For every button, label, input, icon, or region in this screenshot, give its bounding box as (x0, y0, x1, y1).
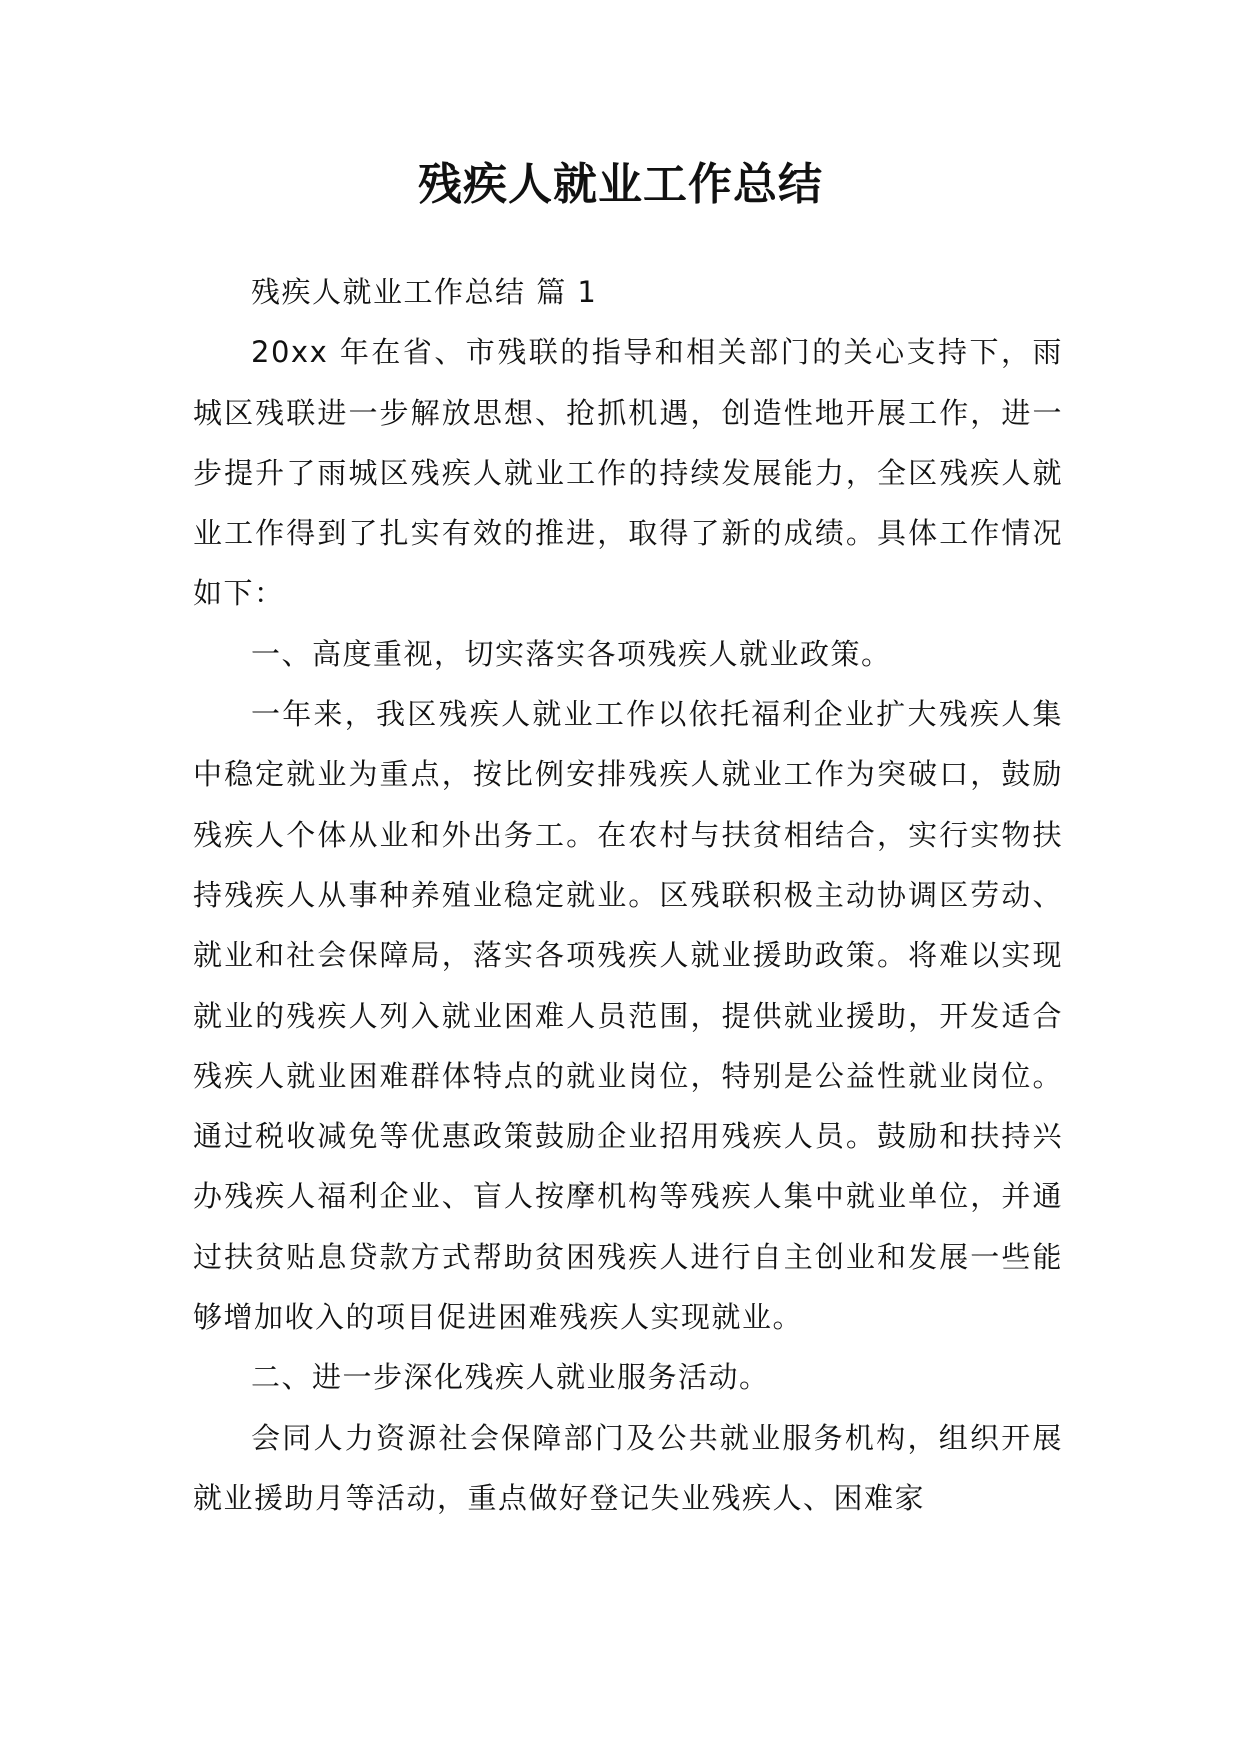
document-title: 残疾人就业工作总结 (418, 159, 823, 210)
paragraph: 20xx 年在省、市残联的指导和相关部门的关心支持下，雨城区残联进一步解放思想、抢抓机遇，创造性地开展工作，进一步提升了雨城区残疾人就业工作的持续发展能力，全区残疾人就业工作得到了扎实有效的推进，取得了新的成绩。具体工作情况如下： (193, 335, 1063, 611)
section-heading: 残疾人就业工作总结 篇 1 (251, 275, 598, 309)
section-heading: 二、进一步深化残疾人就业服务活动。 (251, 1360, 770, 1395)
section-heading: 一、高度重视，切实落实各项残疾人就业政策。 (251, 636, 892, 671)
document-body (193, 262, 1063, 1528)
paragraph: 一年来，我区残疾人就业工作以依托福利企业扩大残疾人集中稳定就业为重点，按比例安排残疾人就业工作为突破口，鼓励残疾人个体从业和外出务工。在农村与扶贫相结合，实行实物扶持残疾人从事种养殖业稳定就业。区残联积极主动协调区劳动、就业和社会保障局，落实各项残疾人就业援助政策。将难以实现就业的残疾人列入就业困难人员范围，提供就业援助，开发适合残疾人就业困难群体特点的就业岗位，特别是公益性就业岗位。通过税收减免等优惠政策鼓励企业招用残疾人员。鼓励和扶持兴办残疾人福利企业、盲人按摩机构等残疾人集中就业单位，并通过扶贫贴息贷款方式帮助贫困残疾人进行自主创业和发展一些能够增加收入的项目促进困难残疾人实现就业。 (193, 697, 1063, 1335)
paragraph: 会同人力资源社会保障部门及公共就业服务机构，组织开展就业援助月等活动，重点做好登记失业残疾人、困难家 (193, 1420, 1063, 1515)
